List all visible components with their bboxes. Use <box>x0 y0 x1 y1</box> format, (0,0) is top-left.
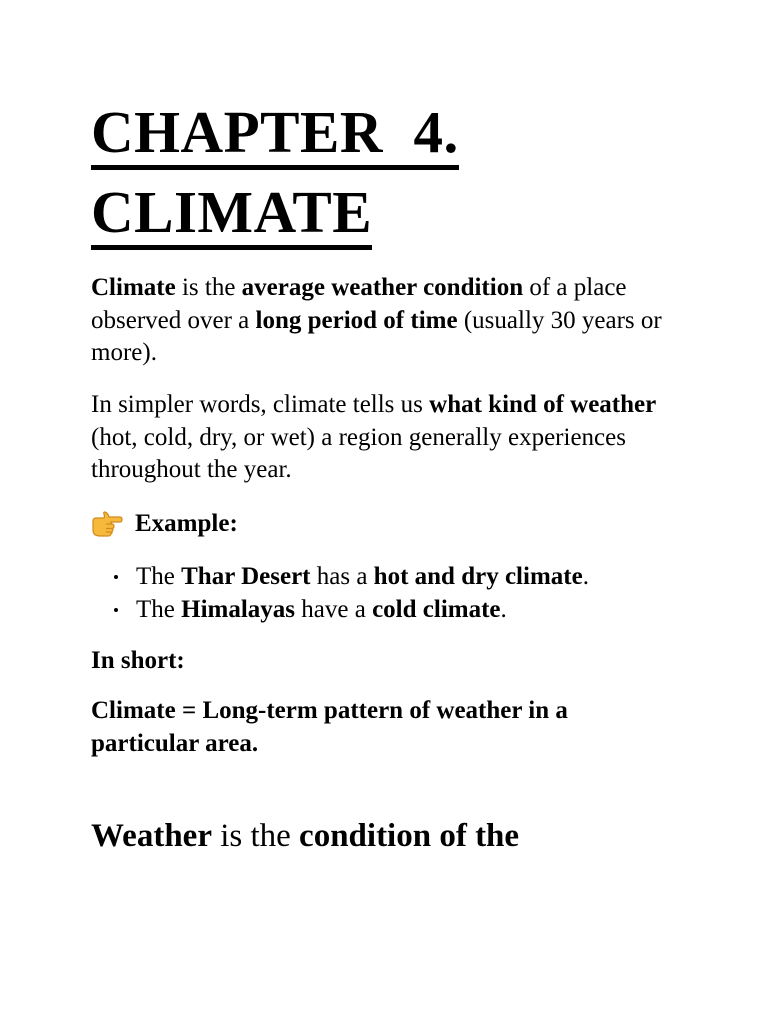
text-run: . <box>582 563 589 590</box>
term-weather: Weather <box>91 818 212 854</box>
bullet-icon <box>114 608 118 612</box>
text-run: . <box>500 595 507 623</box>
list-item <box>91 561 589 594</box>
term-hot-dry-climate: hot and dry climate <box>373 563 583 590</box>
term-average-weather-condition: average weather condition <box>241 274 524 301</box>
text-run: is the <box>211 818 300 854</box>
text-run: (hot, cold, dry, or wet) a region generally experiences throughout the year. <box>91 423 626 483</box>
climate-summary: Climate = Long-term pattern of weather in a particular area. <box>91 697 568 757</box>
term-himalayas: Himalayas <box>181 595 296 623</box>
term-long-period: long period of time <box>255 306 458 334</box>
term-condition-of-the: condition of the <box>299 818 520 854</box>
list-item <box>91 594 589 627</box>
term-climate: Climate <box>91 274 176 301</box>
text-run: In simpler words, climate tells us <box>91 391 430 418</box>
chapter-title-line-2: CLIMATE <box>91 181 372 250</box>
pointing-hand-icon <box>91 511 123 537</box>
climate-definition-paragraph <box>91 272 681 370</box>
weather-heading <box>91 814 519 858</box>
example-label: Example: <box>135 510 238 537</box>
term-what-kind-of-weather: what kind of weather <box>429 391 657 418</box>
text-run: has a <box>310 563 374 590</box>
bullet-icon <box>114 575 118 579</box>
text-run: of a place observed over a <box>91 274 627 334</box>
example-list <box>91 561 589 626</box>
chapter-title-line-1: CHAPTER 4. <box>91 101 459 170</box>
term-thar-desert: Thar Desert <box>181 563 311 590</box>
term-cold-climate: cold climate <box>372 595 501 623</box>
text-run: The <box>136 563 182 590</box>
simpler-words-paragraph <box>91 389 681 487</box>
text-run: is the <box>175 274 242 301</box>
example-heading <box>91 508 238 540</box>
text-run: (usually 30 years or more). <box>91 306 662 366</box>
in-short-label: In short: <box>91 647 185 674</box>
text-run: have a <box>295 595 373 623</box>
chapter-title <box>91 96 459 256</box>
text-run: The <box>136 595 182 623</box>
